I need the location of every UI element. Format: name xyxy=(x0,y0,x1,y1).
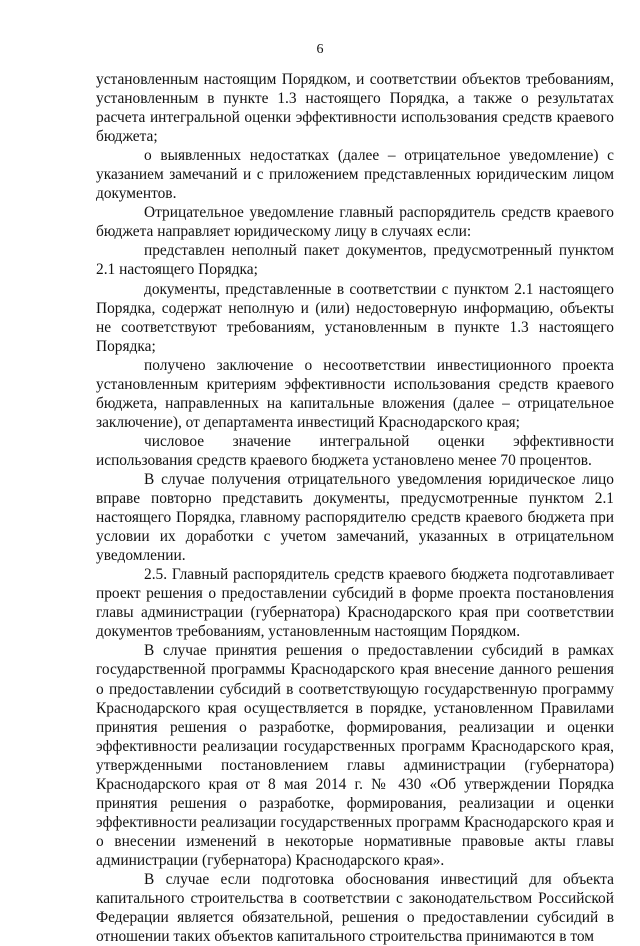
paragraph: 2.5. Главный распорядитель средств краевого бюджета подготавливает проект решения о предоставлении субсидий в форме проекта постановления главы администрации (губернатора) Краснодарского края при соответствии документов требованиям, установленным настоящим Порядком. xyxy=(96,566,614,641)
paragraph: установленным настоящим Порядком, и соответствии объектов требованиям, установленным в пункте 1.3 настоящего Порядка, а также о результатах расчета интегральной оценки эффективности использования средств краевого бюджета; xyxy=(96,71,614,146)
paragraph: документы, представленные в соответствии с пунктом 2.1 настоящего Порядка, содержат неполную и (или) недостоверную информацию, объекты не соответствуют требованиям, установленным в пункте 1.3 настоящего Порядка; xyxy=(96,280,614,355)
paragraph: о выявленных недостатках (далее – отрицательное уведомление) с указанием замечаний и с приложением представленных юридическим лицом документов. xyxy=(96,147,614,203)
document-body xyxy=(96,70,614,946)
page-number: 6 xyxy=(316,42,324,57)
paragraph: числовое значение интегральной оценки эффективности использования средств краевого бюджета установлено менее 70 процентов. xyxy=(96,432,614,469)
paragraph: получено заключение о несоответствии инвестиционного проекта установленным критериям эффективности использования средств краевого бюджета, направленных на капитальные вложения (далее – отрицательное заключение), от департамента инвестиций Краснодарского края; xyxy=(96,356,614,431)
paragraph: Отрицательное уведомление главный распорядитель средств краевого бюджета направляет юридическому лицу в случаях если: xyxy=(96,204,614,241)
paragraph: В случае если подготовка обоснования инвестиций для объекта капитального строительства в соответствии с законодательством Российской Федерации является обязательной, решения о предоставлении субсидий в отношении таких объектов капитального строительства принимаются в том xyxy=(96,870,614,946)
paragraph: В случае получения отрицательного уведомления юридическое лицо вправе повторно представить документы, предусмотренные пунктом 2.1 настоящего Порядка, главному распорядителю средств краевого бюджета при условии их доработки с учетом замечаний, указанных в отрицательном уведомлении. xyxy=(96,470,614,565)
paragraph: представлен неполный пакет документов, предусмотренный пунктом 2.1 настоящего Порядка; xyxy=(96,242,614,279)
paragraph: В случае принятия решения о предоставлении субсидий в рамках государственной программы Краснодарского края внесение данного решения о предоставлении субсидий в соответствующую государственную программу Краснодарского края осуществляется в порядке, установленном Правилами принятия решения о разработке, формирования, реализации и оценки эффективности реализации государственных программ Краснодарского края, утвержденными постановлением главы администрации (губернатора) Краснодарского края от 8 мая 2014 г. № 430 «Об утверждении Порядка принятия решения о разработке, формирования, реализации и оценки эффективности реализации государственных программ Краснодарского края и о внесении изменений в некоторые нормативные правовые акты главы администрации (губернатора) Краснодарского края». xyxy=(96,642,614,869)
